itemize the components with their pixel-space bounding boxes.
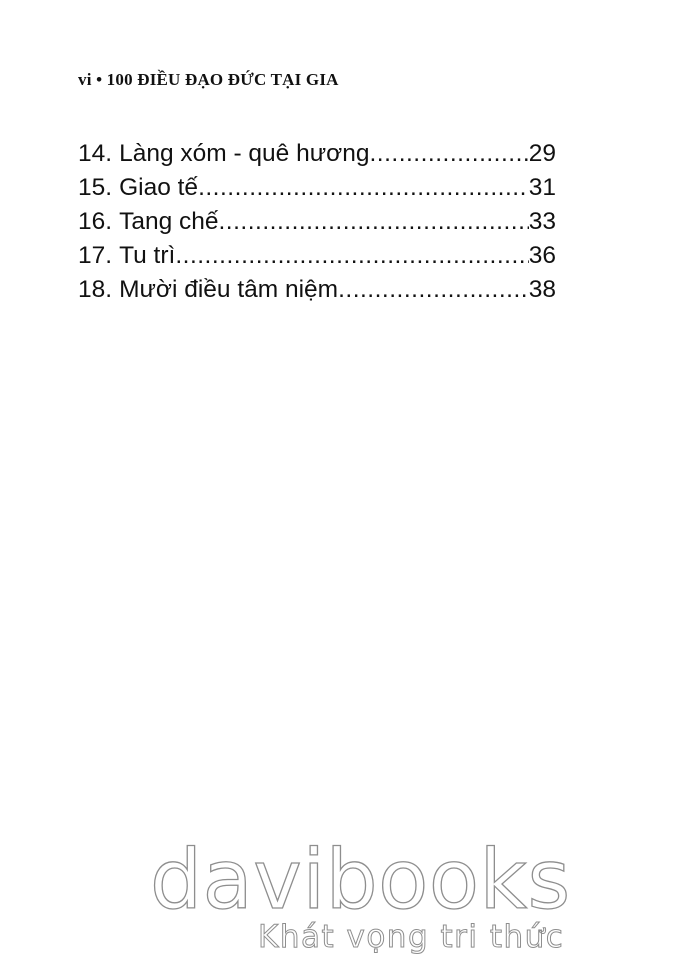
toc-entry-title: Tu trì — [119, 242, 176, 269]
dot-leader — [175, 239, 528, 273]
toc-entry-page: 31 — [528, 174, 556, 201]
toc-entry-number: 16. — [78, 208, 113, 235]
watermark-logo: davibooks — [150, 833, 571, 928]
toc-entry-title: Mười điều tâm niệm — [119, 276, 339, 303]
table-of-contents — [78, 137, 556, 307]
toc-entry-title: Giao tế — [119, 174, 199, 201]
watermark-slogan: Khát vọng tri thức — [258, 919, 565, 955]
toc-entry-16 — [78, 205, 556, 239]
toc-entry-number: 14. — [78, 140, 113, 167]
toc-entry-page: 33 — [528, 208, 556, 235]
toc-entry-page: 36 — [528, 242, 556, 269]
toc-entry-page: 29 — [528, 140, 556, 167]
running-header: vi • 100 ĐIỀU ĐẠO ĐỨC TẠI GIA — [78, 70, 339, 89]
davibooks-watermark — [150, 833, 571, 970]
toc-entry-number: 15. — [78, 174, 113, 201]
toc-entry-15 — [78, 171, 556, 205]
toc-entry-17 — [78, 239, 556, 273]
toc-entry-number: 18. — [78, 276, 113, 303]
dot-leader — [219, 205, 529, 239]
toc-entry-number: 17. — [78, 242, 113, 269]
toc-entry-title: Tang chế — [119, 208, 219, 235]
dot-leader — [338, 273, 529, 307]
toc-entry-18 — [78, 273, 556, 307]
toc-entry-title: Làng xóm - quê hương — [119, 140, 370, 167]
dot-leader — [369, 137, 528, 171]
toc-entry-14 — [78, 137, 556, 171]
toc-entry-page: 38 — [528, 276, 556, 303]
dot-leader — [198, 171, 529, 205]
